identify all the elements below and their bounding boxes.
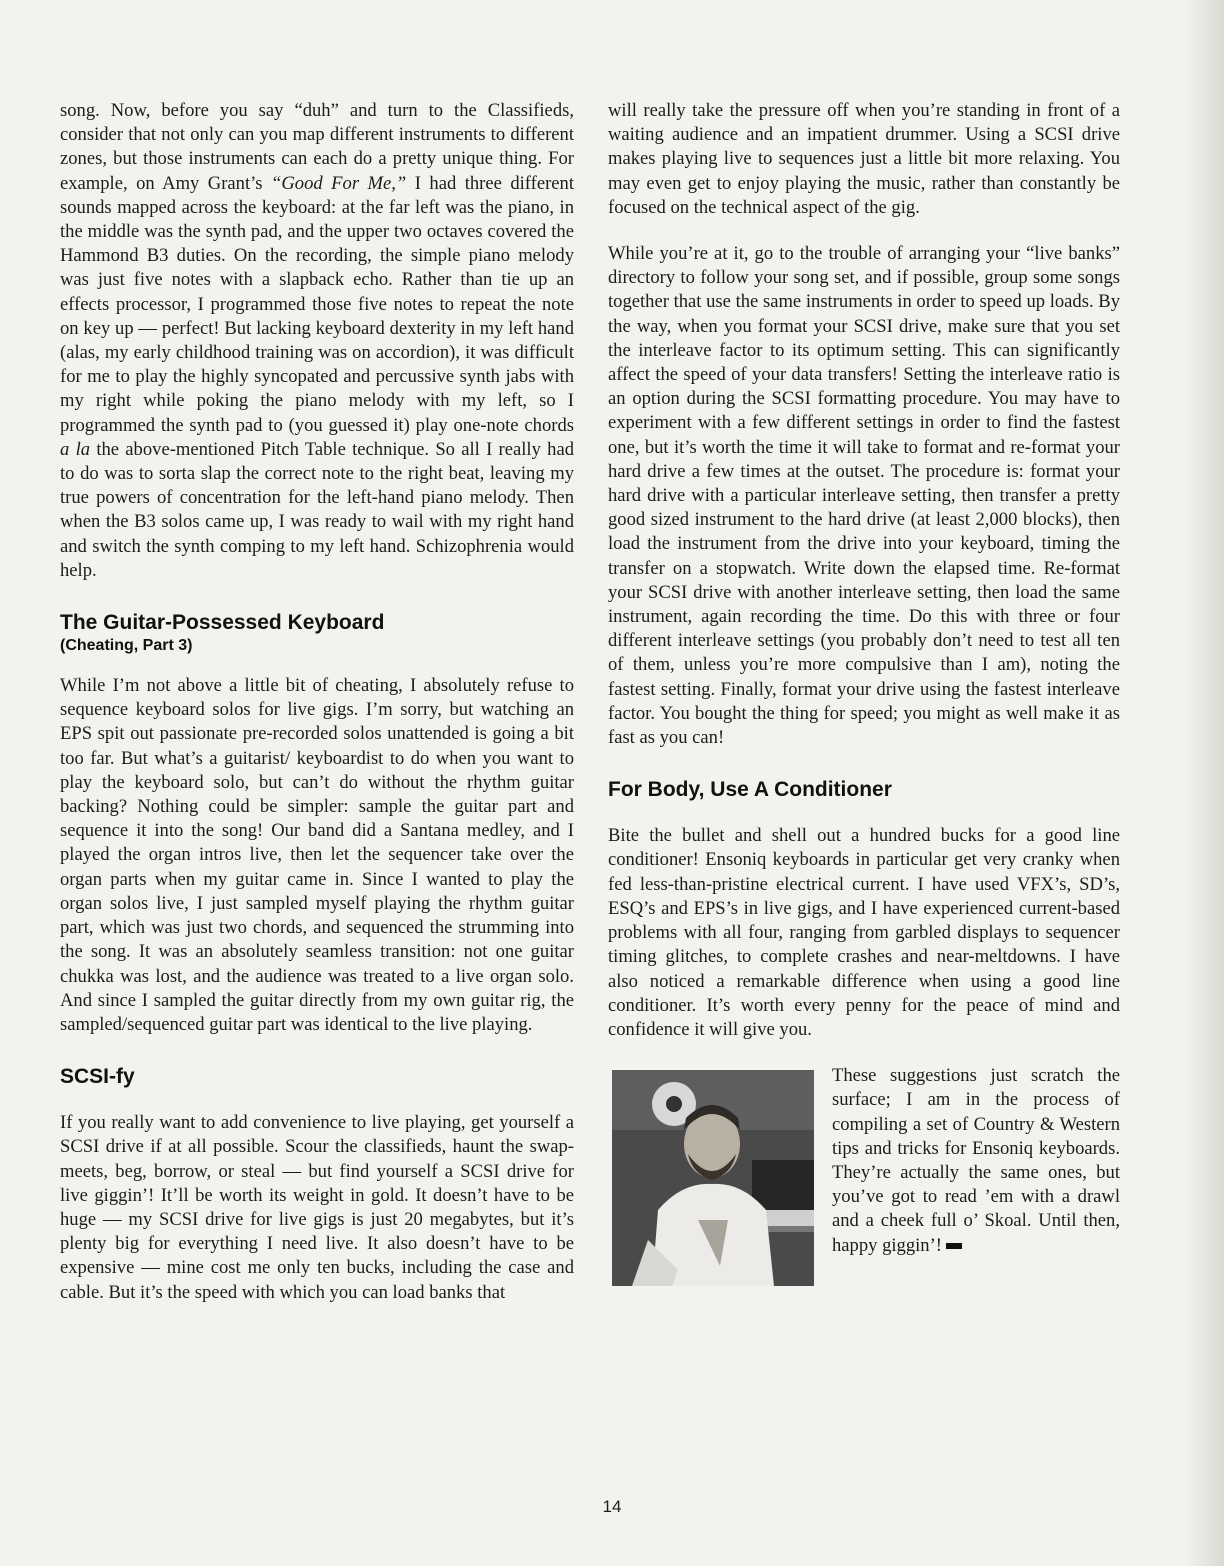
page-edge-shadow [1184, 0, 1224, 1566]
heading-scsi-fy: SCSI-fy [60, 1065, 135, 1089]
heading-line-conditioner: For Body, Use A Conditioner [608, 778, 892, 802]
author-photo [612, 1070, 814, 1286]
left-column [60, 99, 574, 1327]
paragraph-line-conditioner: Bite the bullet and shell out a hundred bucks for a good line conditioner! Ensoniq keyboards in particular get very cranky when fed less-than-pristine electrical current. I have used VFX’s, SD’s, ESQ’s and EPS’s in live gigs, and I have experienced current-based problems with all four, ranging from garbled displays to sequencer timing glitches, to complete crashes and near-meltdowns. I have also noticed a remarkable difference when using a good line conditioner. It’s worth every penny for the peace of mind and confidence it will give you. [608, 825, 1120, 1040]
closing-with-photo [608, 1064, 1120, 1290]
end-of-article-mark [946, 1243, 962, 1249]
paragraph-good-for-me: song. Now, before you say “duh” and turn to the Classifieds, consider that not only can you map different instruments to different zones, but those instruments can each do a pretty unique thing. For example, on Amy Grant’s “Good For Me,” I had three different sounds mapped across the keyboard: at the far left was the piano, in the middle was the synth pad, and the upper two octaves covered the Hammond B3 duties. On the recording, the simple piano melody was just five notes with a slapback echo. Rather than tie up an effects processor, I programmed those five notes to repeat the note on key up — perfect! But lacking keyboard dexterity in my left hand (alas, my early childhood training was on accordion), it was difficult for me to play the highly syncopated and percussive synth jabs with my right while poking the piano melody with my left, so I programmed the synth pad to (you guessed it) play one-note chords a la the above-mentioned Pitch Table technique. So all I really had to do was to sorta slap the correct note to the right beat, leaving my true powers of concentration for the left-hand piano melody. Then when the B3 solos came up, I was ready to wail with my right hand and switch the synth comping to my left hand. Schizophrenia would help. [60, 100, 575, 581]
paragraph-interleave: While you’re at it, go to the trouble of arranging your “live banks” directory to follow your song set, and if possible, group some songs together that use the same instruments in order to speed up loads. By the way, when you format your SCSI drive, make sure that you set the interleave factor to its optimum setting. This can significantly affect the speed of your data transfers! Setting the interleave ratio is an option during the SCSI formatting procedure. You may have to experiment with a few different settings in order to find the fastest one, but it’s worth the time it will take to format and re-format your hard drive a few times at the outset. The procedure is: format your hard drive with a particular interleave setting, then transfer a pretty good sized instrument to the hard drive (at least 2,000 blocks), then load the instrument from the drive into your keyboard, timing the transfer on a stopwatch. Write down the elapsed time. Re-format your SCSI drive with another interleave setting, then load the same instrument, again recording the time. Do this with three or four different interleave settings (you probably don’t need to test all ten of them, unless you’re more compulsive than I am), noting the fastest setting. Finally, format your drive using the fastest interleave factor. You bought the thing for speed; you might as well make it as fast as you can! [608, 243, 1120, 749]
heading-guitar-possessed-keyboard: The Guitar-Possessed Keyboard [60, 611, 385, 635]
subheading-cheating-part-3: (Cheating, Part 3) [60, 637, 193, 655]
author-photo-image [612, 1070, 814, 1286]
a-la-italic: a la [60, 438, 91, 460]
song-title: “Good For Me,” [271, 172, 407, 194]
right-column [608, 99, 1120, 1290]
paragraph-scsi-drive: If you really want to add convenience to live playing, get yourself a SCSI drive if at all possible. Scour the classifieds, haunt the swap-meets, beg, borrow, or steal — but find yourself a SCSI drive for live giggin’! It’ll be worth its weight in gold. It doesn’t have to be huge — my SCSI drive for live gigs is just 20 megabytes, but it’s plenty big for everything I need live. It also doesn’t have to be expensive — mine cost me only ten bucks, including the case and cable. But it’s the speed with which you can load banks that [60, 1112, 574, 1303]
paragraph-scsi-pressure: will really take the pressure off when you’re standing in front of a waiting audience and an impatient drummer. Using a SCSI drive makes playing live to sequences just a little bit more relaxing. You may even get to enjoy playing the music, rather than constantly be focused on the technical aspect of the gig. [608, 100, 1120, 218]
page-number: 14 [602, 1497, 622, 1516]
paragraph-guitar-sampling: While I’m not above a little bit of cheating, I absolutely refuse to sequence keyboard solos for live gigs. I’m sorry, but watching an EPS spit out passionate pre-recorded solos unattended is going a bit too far. But what’s a guitarist/ keyboardist to do when you want to play the keyboard solo, but can’t do without the rhythm guitar backing? Nothing could be simpler: sample the guitar part and sequence it into the song! Our band did a Santana medley, and I played the organ intros live, then let the sequencer take over the organ parts when my guitar came in. Since I wanted to play the organ solos live, I just sampled myself playing the rhythm guitar part, which was just two chords, and sequenced the strumming into the song. It was an absolutely seamless transition: not one guitar chukka was lost, and the audience was treated to a live organ solo. And since I sampled the guitar directly from my own guitar rig, the sampled/sequenced guitar part was identical to the live playing. [60, 675, 574, 1035]
paragraph-closing: These suggestions just scratch the surface; I am in the process of compiling a set of Country & Western tips and tricks for Ensoniq keyboards. They’re actually the same ones, but you’ve got to read ’em with a drawl and a cheek full o’ Skoal. Until then, happy giggin’! [832, 1065, 1120, 1256]
